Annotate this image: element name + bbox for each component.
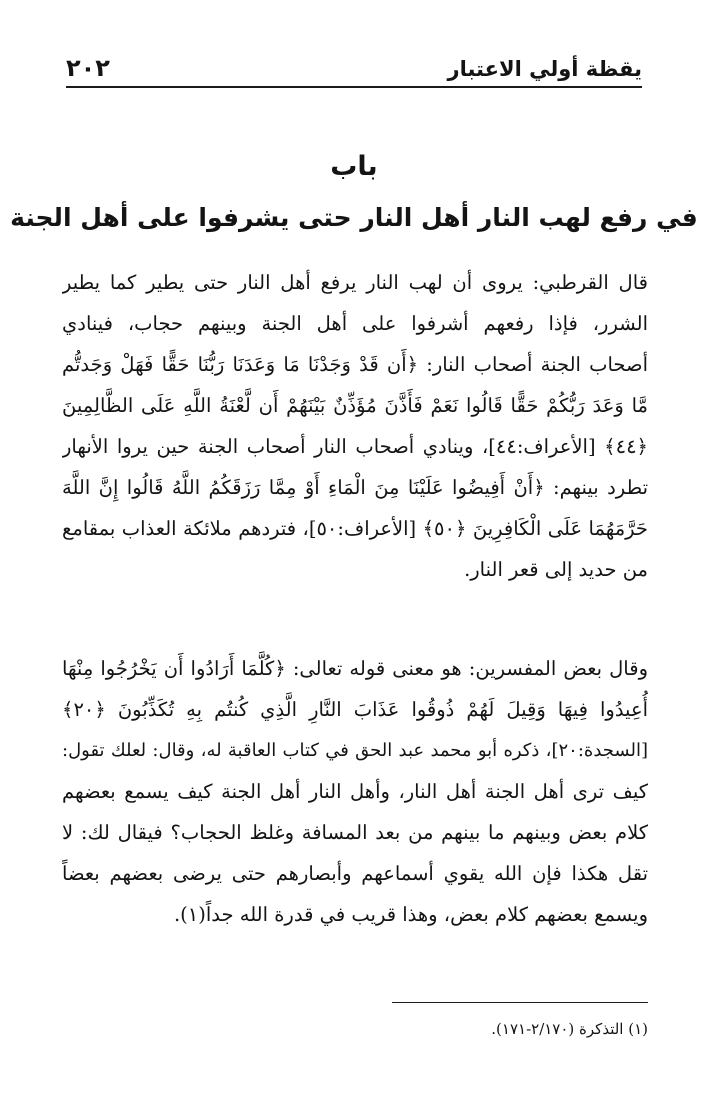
text-line: وقال بعض المفسرين: هو معنى قوله تعالى: ﴿كُلَّمَا أَرَادُوا أَن يَخْرُجُوا مِنْهَا [62,657,648,680]
chapter-title: في رفع لهب النار أهل النار حتى يشرفوا على أهل الجنة [10,203,698,232]
text-line: ويسمع بعضهم كلام بعض، وهذا قريب في قدرة الله جداً(١). [173,903,648,926]
text-line: تقل هكذا فإن الله يقوي أسماعهم وأبصارهم حتى يرضى بعضهم بعضاً [62,862,648,885]
text-line: أصحاب الجنة أصحاب النار: ﴿أَن قَدْ وَجَدْنَا مَا وَعَدَنَا رَبُّنَا حَقًّا فَهَلْ وَجَدتُّم [62,353,648,376]
page-number: ٢٠٢ [66,54,110,82]
paragraph-1 [62,262,648,590]
text-line: من حديد إلى قعر النار. [464,558,648,581]
paragraph-2 [62,648,648,935]
text-line: مَّا وَعَدَ رَبُّكُمْ حَقًّا قَالُوا نَعَمْ فَأَذَّنَ مُؤَذِّنٌ بَيْنَهُمْ أَن لَّعْنَةُ اللَّهِ عَلَى الظَّالِمِينَ [62,394,648,417]
text-line: [السجدة:٢٠]، ذكره أبو محمد عبد الحق في كتاب العاقبة له، وقال: لعلك تقول: [62,740,648,761]
chapter-label: باب [330,151,378,182]
text-line: كيف ترى أهل الجنة أهل النار، وأهل النار أهل الجنة كيف يسمع بعضهم [62,780,648,803]
text-line: أُعِيدُوا فِيهَا وَقِيلَ لَهُمْ ذُوقُوا عَذَابَ النَّارِ الَّذِي كُنتُم بِهِ تُكَذِّبُونَ ﴿٢٠﴾ [62,698,648,721]
running-header-title: يقظة أولي الاعتبار [447,57,642,81]
footnote: (١) التذكرة (٢/١٧٠-١٧١). [491,1020,648,1038]
text-line: الشرر، فإذا رفعهم أشرفوا على أهل الجنة وبينهم حجاب، فينادي [62,312,648,335]
text-line: حَرَّمَهُمَا عَلَى الْكَافِرِينَ ﴿٥٠﴾ [الأعراف:٥٠]، فتردهم ملائكة العذاب بمقامع [62,517,648,540]
text-line: ﴿٤٤﴾ [الأعراف:٤٤]، وينادي أصحاب النار أصحاب الجنة حين يروا الأنهار [62,435,648,458]
text-line: تطرد بينهم: ﴿أَنْ أَفِيضُوا عَلَيْنَا مِنَ الْمَاءِ أَوْ مِمَّا رَزَقَكُمُ اللَّهُ قَالُوا إِنَّ اللَّهَ [62,476,648,499]
text-line: قال القرطبي: يروى أن لهب النار يرفع أهل النار حتى يطير كما يطير [62,271,648,294]
footnote-divider [392,1002,648,1003]
running-header [66,52,642,88]
text-line: كلام بعض وبينهم ما بينهم من بعد المسافة وغلظ الحجاب؟ فيقال لك: لا [62,821,648,844]
